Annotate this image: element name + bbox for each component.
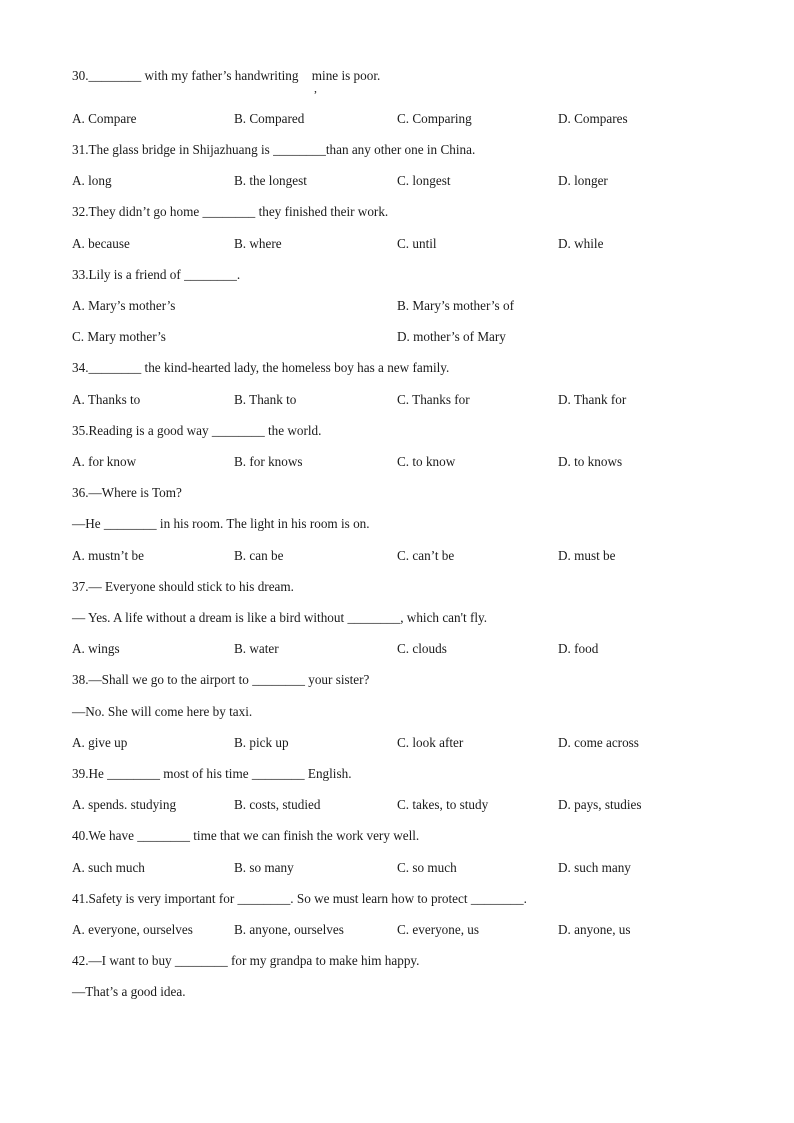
question-31-option-a: A. long [72,173,112,188]
question-35-stem: 35.Reading is a good way ________ the world. [72,423,322,438]
question-32-stem: 32.They didn’t go home ________ they finished their work. [72,204,389,219]
question-39-stem: 39.He ________ most of his time ________ English. [72,766,352,781]
question-36-option-a: A. mustn’t be [72,548,144,563]
question-31-option-b: B. the longest [234,173,307,188]
question-37-option-b: B. water [234,641,279,656]
question-38-option-d: D. come across [558,735,639,750]
question-32-option-d: D. while [558,236,604,251]
question-42-stem-line-2: —That’s a good idea. [72,984,186,999]
question-40-option-b: B. so many [234,860,294,875]
question-34-option-a: A. Thanks to [72,392,141,407]
question-33-option-a: A. Mary’s mother’s [72,298,176,313]
question-37-option-c: C. clouds [397,641,447,656]
question-30-option-d: D. Compares [558,111,628,126]
question-38-option-a: A. give up [72,735,128,750]
question-36-stem-line-2: —He ________ in his room. The light in his room is on. [72,516,370,531]
question-41-stem: 41.Safety is very important for ________. So we must learn how to protect ________. [72,891,527,906]
question-41-option-d: D. anyone, us [558,922,631,937]
question-35-option-c: C. to know [397,454,456,469]
question-37-option-d: D. food [558,641,599,656]
question-37-stem-line-1: 37.— Everyone should stick to his dream. [72,579,294,594]
question-34-stem: 34.________ the kind-hearted lady, the homeless boy has a new family. [72,360,450,375]
question-33-option-b: B. Mary’s mother’s of [397,298,514,313]
question-30-stem [72,68,380,84]
question-33-option-c: C. Mary mother’s [72,329,166,344]
question-30-stem-part-1: 30.________ with my father’s handwriting [72,68,299,83]
question-38-option-c: C. look after [397,735,464,750]
question-33-stem: 33.Lily is a friend of ________. [72,267,241,282]
question-35-option-b: B. for knows [234,454,303,469]
question-36-option-d: D. must be [558,548,616,563]
question-37-option-a: A. wings [72,641,120,656]
question-37-stem-line-2: — Yes. A life without a dream is like a bird without ________, which can't fly. [72,610,488,625]
question-41-option-b: B. anyone, ourselves [234,922,344,937]
question-32-option-c: C. until [397,236,437,251]
question-34-option-c: C. Thanks for [397,392,470,407]
question-40-option-d: D. such many [558,860,631,875]
stray-comma-mark: , [314,81,317,95]
question-33-option-d: D. mother’s of Mary [397,329,506,344]
question-41-option-c: C. everyone, us [397,922,480,937]
question-36-stem-line-1: 36.—Where is Tom? [72,485,182,500]
question-42-stem-line-1: 42.—I want to buy ________ for my grandpa to make him happy. [72,953,420,968]
question-34-option-d: D. Thank for [558,392,627,407]
question-39-option-a: A. spends. studying [72,797,177,812]
question-36-option-b: B. can be [234,548,284,563]
question-30-option-b: B. Compared [234,111,305,126]
question-41-option-a: A. everyone, ourselves [72,922,193,937]
question-35-option-d: D. to knows [558,454,623,469]
question-40-option-c: C. so much [397,860,457,875]
question-38-stem-line-2: —No. She will come here by taxi. [72,704,253,719]
question-35-option-a: A. for know [72,454,137,469]
question-31-stem: 31.The glass bridge in Shijazhuang is ________than any other one in China. [72,142,476,157]
question-30-option-c: C. Comparing [397,111,472,126]
question-31-option-c: C. longest [397,173,451,188]
question-32-option-b: B. where [234,236,282,251]
question-36-option-c: C. can’t be [397,548,455,563]
question-38-option-b: B. pick up [234,735,289,750]
question-31-option-d: D. longer [558,173,608,188]
question-30-stem-part-2: mine is poor. [308,68,381,83]
question-30-option-a: A. Compare [72,111,137,126]
question-34-option-b: B. Thank to [234,392,297,407]
question-40-stem: 40.We have ________ time that we can finish the work very well. [72,828,420,843]
question-40-option-a: A. such much [72,860,145,875]
question-39-option-d: D. pays, studies [558,797,642,812]
question-32-option-a: A. because [72,236,130,251]
question-38-stem-line-1: 38.—Shall we go to the airport to ________ your sister? [72,672,370,687]
question-39-option-c: C. takes, to study [397,797,489,812]
question-39-option-b: B. costs, studied [234,797,321,812]
